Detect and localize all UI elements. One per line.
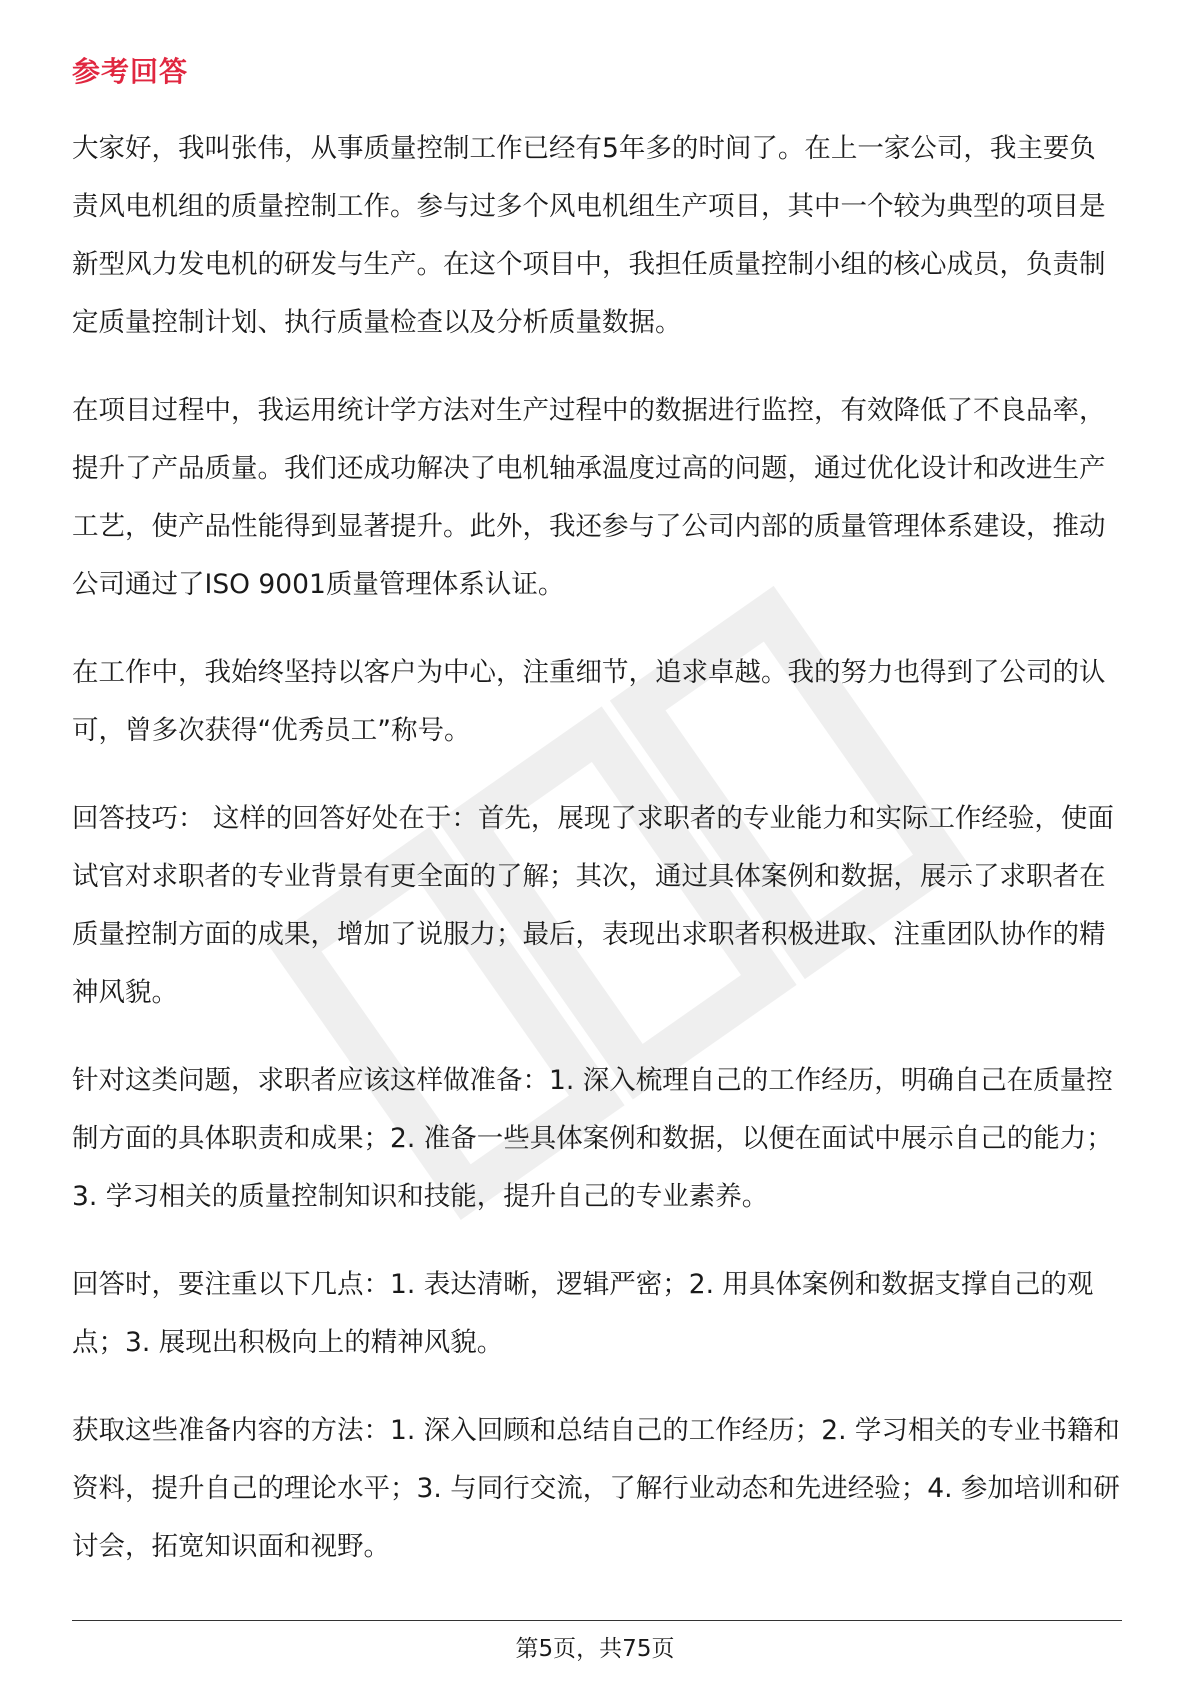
answer-body <box>72 120 1122 1606</box>
paragraph-project: 在项目过程中，我运用统计学方法对生产过程中的数据进行监控，有效降低了不良品率，提升了产品质量。我们还成功解决了电机轴承温度过高的问题，通过优化设计和改进生产工艺，使产品性能得到显著提升。此外，我还参与了公司内部的质量管理体系建设，推动公司通过了ISO 9001质量管理体系认证。 <box>72 395 1106 600</box>
section-heading: 参考回答 <box>72 55 189 88</box>
paragraph-intro: 大家好，我叫张伟，从事质量控制工作已经有5年多的时间了。在上一家公司，我主要负责风电机组的质量控制工作。参与过多个风电机组生产项目，其中一个较为典型的项目是新型风力发电机的研发与生产。在这个项目中，我担任质量控制小组的核心成员，负责制定质量控制计划、执行质量检查以及分析质量数据。 <box>72 133 1106 338</box>
paragraph-methods: 获取这些准备内容的方法：1. 深入回顾和总结自己的工作经历；2. 学习相关的专业书籍和资料，提升自己的理论水平；3. 与同行交流，了解行业动态和先进经验；4. 参加培训和研讨会，拓宽知识面和视野。 <box>72 1415 1120 1562</box>
page-number: 第5页，共75页 <box>515 1636 675 1662</box>
paragraph-tips: 回答技巧： 这样的回答好处在于：首先，展现了求职者的专业能力和实际工作经验，使面试官对求职者的专业背景有更全面的了解；其次，通过具体案例和数据，展示了求职者在质量控制方面的成果，增加了说服力；最后，表现出求职者积极进取、注重团队协作的精神风貌。 <box>72 803 1114 1008</box>
footer-divider <box>72 1620 1122 1621</box>
paragraph-answer-points: 回答时，要注重以下几点：1. 表达清晰，逻辑严密；2. 用具体案例和数据支撑自己的观点；3. 展现出积极向上的精神风貌。 <box>72 1269 1094 1358</box>
paragraph-attitude: 在工作中，我始终坚持以客户为中心，注重细节，追求卓越。我的努力也得到了公司的认可，曾多次获得“优秀员工”称号。 <box>72 657 1106 746</box>
paragraph-preparation: 针对这类问题，求职者应该这样做准备：1. 深入梳理自己的工作经历，明确自己在质量控制方面的具体职责和成果；2. 准备一些具体案例和数据，以便在面试中展示自己的能力；3. 学习相关的质量控制知识和技能，提升自己的专业素养。 <box>72 1065 1113 1212</box>
